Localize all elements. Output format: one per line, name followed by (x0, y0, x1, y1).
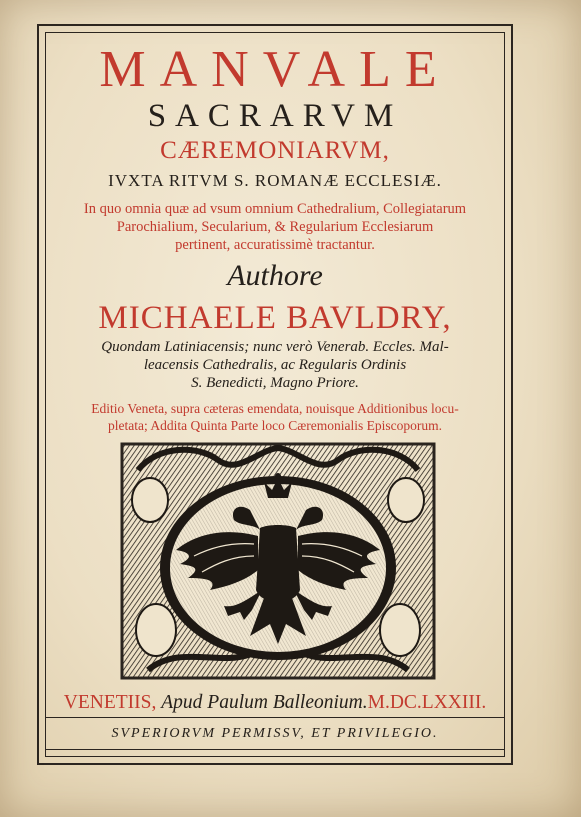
subtitle-line-2: Parochialium, Secularium, & Regularium Ecclesiarum (116, 219, 434, 235)
subtitle-line-1: In quo omnia quæ ad vsum omnium Cathedralium, Collegiatarum (83, 201, 467, 217)
author-label: Authore (227, 259, 323, 292)
author-desc-line-3: S. Benedicti, Magno Priore. (191, 375, 359, 391)
imprint-year: M.DC.LXXIII. (367, 692, 487, 713)
privilege-line: SVPERIORVM PERMISSV, ET PRIVILEGIO. (111, 726, 439, 741)
imprint-rule-top (45, 717, 505, 718)
author-name: MICHAELE BAVLDRY, (98, 300, 452, 336)
edition-line-2: pletata; Addita Quinta Parte loco Cæremonialis Episcoporum. (107, 418, 443, 433)
edition-line-1: Editio Veneta, supra cæteras emendata, nouisque Additionibus locu- (91, 401, 459, 416)
double-headed-eagle-woodcut-icon (118, 440, 438, 682)
title-line-ritvm: IVXTA RITVM S. ROMANÆ ECCLESIÆ. (108, 171, 442, 190)
title-line-caeremoniarvm: CÆREMONIARVM, (160, 137, 390, 164)
imprint-place: VENETIIS, (63, 692, 157, 713)
subtitle-line-3: pertinent, accuratissimè tractantur. (175, 237, 375, 253)
author-desc-line-1: Quondam Latiniacensis; nunc verò Venerab. Eccles. Mal- (101, 339, 449, 355)
title-line-manvale: MANVALE (99, 41, 451, 98)
imprint-line (50, 690, 500, 716)
title-line-sacrarvm: SACRARVM (147, 98, 403, 134)
imprint-publisher: Apud Paulum Balleonium. (161, 692, 368, 713)
imprint-rule-bottom (45, 749, 505, 750)
author-desc-line-2: leacensis Cathedralis, ac Regularis Ordinis (143, 357, 407, 373)
